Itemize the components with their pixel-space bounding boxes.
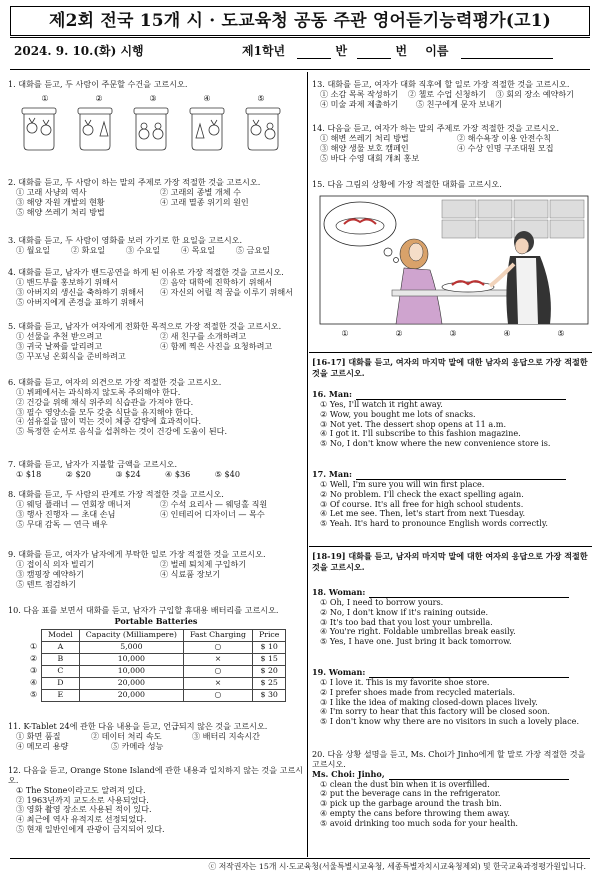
number-blank[interactable]	[357, 47, 391, 59]
table-header: Model	[42, 629, 80, 641]
name-blank[interactable]	[461, 47, 553, 59]
q7-option[interactable]: ⑤ $40	[214, 468, 240, 479]
question-7	[8, 460, 304, 480]
q12-option[interactable]: ③ 영화 촬영 장소로 사용된 적이 있다.	[16, 804, 152, 815]
table-header: Capacity (Milliampere)	[79, 629, 183, 641]
table-row[interactable]	[30, 641, 286, 653]
table-cell: ○	[183, 665, 252, 677]
table-cell: 20,000	[79, 689, 183, 701]
table-cell: 20,000	[79, 677, 183, 689]
q14-option[interactable]: ① 해변 쓰레기 처리 방법	[320, 132, 409, 143]
q1-num[interactable]: ④	[203, 92, 211, 103]
q15-num[interactable]: ④	[503, 327, 511, 338]
q11-option[interactable]: ① 화면 품질	[16, 730, 61, 741]
battery-table	[30, 629, 286, 702]
title-divider	[10, 37, 590, 38]
q9-option[interactable]: ④ 식료품 장보기	[160, 568, 221, 579]
q2-option[interactable]: ① 고래 사냥의 역사	[16, 186, 87, 197]
q6-option[interactable]: ③ 필수 영양소를 모두 갖춘 식단을 유지해야 한다.	[16, 406, 194, 417]
q1-num[interactable]: ①	[41, 92, 49, 103]
q13-option[interactable]: ② 첼로 수업 신청하기	[407, 88, 487, 99]
q18-option[interactable]: ② No, I don't know if it's raining outside.	[320, 606, 489, 617]
table-cell: $ 15	[252, 653, 285, 665]
q14-option[interactable]: ② 해수욕장 이용 안전수칙	[457, 132, 551, 143]
q13-option[interactable]: ⑤ 친구에게 문자 보내기	[416, 98, 503, 109]
name-label: 이름	[425, 44, 449, 58]
q5-option[interactable]: ⑤ 꾸포닝 온회식을 준비하려고	[16, 350, 126, 361]
q4-option[interactable]: ⑤ 아버지에게 존경을 표하기 위해서	[16, 296, 144, 307]
q1-num[interactable]: ②	[95, 92, 103, 103]
q15-num[interactable]: ③	[449, 327, 457, 338]
q16-option[interactable]: ① Yes, I'll watch it right away.	[320, 398, 443, 409]
q3-option[interactable]: ⑤ 금요일	[235, 244, 270, 255]
question-11	[8, 722, 304, 752]
table-cell: B	[42, 653, 80, 665]
q19-option[interactable]: ④ I'm sorry to hear that this factory will be closed soon.	[320, 706, 550, 717]
q3-option[interactable]: ③ 수요일	[125, 244, 161, 255]
q6-option[interactable]: ② 건강을 위해 채식 위주의 식습관을 가져야 한다.	[16, 396, 194, 407]
row-choice[interactable]: ③	[30, 666, 37, 676]
q16-option[interactable]: ② Wow, you bought me lots of snacks.	[320, 408, 476, 419]
row-choice[interactable]: ④	[30, 678, 37, 688]
question-19	[312, 668, 594, 727]
q11-row	[8, 742, 268, 752]
question-1	[8, 80, 304, 155]
q6-stem: 6. 대화를 듣고, 여자의 의견으로 가장 적절한 것을 고르시오.	[8, 377, 222, 387]
question-9	[8, 550, 304, 589]
question-10	[8, 606, 304, 702]
table-cell: $ 10	[252, 641, 285, 653]
number-label: 번	[395, 44, 408, 58]
q3-option[interactable]: ④ 목요일	[180, 244, 216, 255]
table-cell: D	[42, 677, 80, 689]
table-cell: ×	[183, 677, 252, 689]
q14-option[interactable]: ④ 수상 인명 구조대원 모집	[457, 142, 554, 153]
q8-stem: 8. 대화를 듣고, 두 사람의 관계로 가장 적절한 것을 고르시오.	[8, 489, 224, 499]
q19-option[interactable]: ② I prefer shoes made from recycled materials.	[320, 686, 516, 697]
question-8	[8, 490, 304, 529]
q12-option[interactable]: ④ 최근에 역사 유적지로 선정되었다.	[16, 814, 147, 825]
q17-option[interactable]: ⑤ Yeah. It's hard to pronounce English words correctly.	[320, 518, 548, 529]
q18-option[interactable]: ③ It's too bad that you lost your umbrella.	[320, 616, 493, 627]
table-cell: $ 30	[252, 689, 285, 701]
question-16	[312, 390, 594, 449]
q10-table-title: Portable Batteries	[114, 615, 198, 626]
q16-option[interactable]: ⑤ No, I don't know where the new convenience store is.	[320, 438, 551, 449]
question-2	[8, 178, 304, 217]
q1-choices	[18, 94, 288, 104]
q9-option[interactable]: ⑤ 텐트 점검하기	[16, 578, 77, 589]
q15-num[interactable]: ⑤	[557, 327, 565, 338]
q20-option[interactable]: ② put the beverage cans in the refrigerator.	[320, 788, 501, 799]
q18-option[interactable]: ① Oh, I need to borrow yours.	[320, 596, 444, 607]
q10-stem: 10. 다음 표를 보면서 대화를 듣고, 남자가 구입할 휴대용 배터리를 고르시오.	[8, 605, 279, 615]
row-choice[interactable]: ①	[30, 642, 37, 652]
q12-stem: 12. 다음을 듣고, Orange Stone Island에 관한 내용과 일치하지 않는 것을 고르시오.	[8, 765, 304, 785]
q20-option[interactable]: ① clean the dust bin when it is overfilled.	[320, 778, 490, 789]
table-cell: $ 25	[252, 677, 285, 689]
q17-option[interactable]: ④ Let me see. Then, let's start from next Tuesday.	[320, 508, 526, 519]
table-row[interactable]	[30, 653, 286, 665]
q12-option[interactable]: ① The Stone이라고도 알려져 있다.	[16, 784, 146, 795]
q8-option[interactable]: ① 웨딩 플래너 — 연회장 매니저	[16, 498, 132, 509]
q8-option[interactable]: ⑤ 무대 감독 — 연극 배우	[16, 518, 108, 529]
question-13	[312, 80, 594, 110]
q11-option[interactable]: ③ 배터리 지속시간	[192, 730, 260, 741]
q7-option[interactable]: ③ $24	[115, 468, 141, 479]
q13-option[interactable]: ① 소감 목록 작성하기	[320, 88, 399, 99]
question-5	[8, 322, 304, 361]
table-cell: ○	[183, 689, 252, 701]
q4-option[interactable]: ③ 아버지의 생신을 축하하기 위해서	[16, 286, 144, 297]
table-cell: 10,000	[79, 665, 183, 677]
q20-option[interactable]: ④ empty the cans before throwing them away.	[320, 808, 510, 819]
table-header: Fast Charging	[183, 629, 252, 641]
question-4	[8, 268, 304, 307]
q18-option[interactable]: ④ You're right. Foldable umbrellas break easily.	[320, 626, 516, 637]
exam-title: 제2회 전국 15개 시 · 도교육청 공동 주관 영어듣기능력평가(고1)	[10, 6, 590, 36]
question-12	[8, 766, 304, 835]
class-label: 반	[335, 44, 348, 58]
q5-option[interactable]: ① 선물을 추천 받으려고	[16, 330, 103, 341]
q19-option[interactable]: ① I love it. This is my favorite shoe store.	[320, 676, 490, 687]
q5-stem: 5. 대화를 듣고, 남자가 여자에게 전화한 목적으로 가장 적절한 것을 고르시오.	[8, 321, 282, 331]
q9-option[interactable]: ③ 캠핑장 예약하기	[16, 568, 84, 579]
class-blank[interactable]	[297, 47, 331, 59]
table-row[interactable]	[30, 677, 286, 689]
q13-option[interactable]: ④ 미술 과제 제출하기	[320, 98, 399, 109]
q3-option[interactable]: ② 화요일	[70, 244, 106, 255]
q7-option[interactable]: ② $20	[65, 468, 91, 479]
q2-option[interactable]: ④ 고래 멸종 위기의 원인	[160, 196, 249, 207]
q4-option[interactable]: ① 밴드부를 홍보하기 위해서	[16, 276, 118, 287]
q20-speaker: Ms. Choi: Jinho,	[312, 770, 594, 780]
row-choice[interactable]: ⑤	[30, 690, 37, 700]
q7-option[interactable]: ① $18	[16, 468, 42, 479]
q6-option[interactable]: ① 뷔페에서는 과식하지 않도록 주의해야 한다.	[16, 386, 181, 397]
q13-stem: 13. 대화를 듣고, 여자가 대화 직후에 할 일로 가장 적절한 것을 고르시오.	[312, 79, 570, 89]
q3-row	[8, 246, 278, 256]
table-cell: E	[42, 689, 80, 701]
q19-stem: 19. Woman:	[312, 668, 594, 678]
q13-option[interactable]: ③ 회의 장소 예약하기	[495, 88, 574, 99]
q15-stem: 15. 다음 그림의 상황에 가장 적절한 대화를 고르시오.	[312, 179, 502, 189]
q1-num[interactable]: ⑤	[257, 92, 265, 103]
q16-stem: 16. Man:	[312, 390, 594, 400]
q16-option[interactable]: ④ I got it. I'll subscribe to this fashion magazine.	[320, 428, 521, 439]
q12-option[interactable]: ② 1963년까지 교도소로 사용되었다.	[16, 794, 149, 805]
q12-option[interactable]: ⑤ 현재 일반인에게 관광이 금지되어 있다.	[16, 824, 165, 835]
q18-option[interactable]: ⑤ Yes, I have one. Just bring it back tomorrow.	[320, 636, 512, 647]
q6-option[interactable]: ⑤ 특정한 순서로 음식을 섭취하는 것이 건강에 도움이 된다.	[16, 426, 228, 437]
grade-label: 제1학년	[242, 44, 286, 58]
restaurant-illustration	[318, 194, 590, 326]
student-info	[242, 44, 553, 59]
question-6	[8, 378, 304, 437]
section-divider	[309, 546, 592, 547]
question-18	[312, 588, 594, 647]
q1-num[interactable]: ③	[149, 92, 157, 103]
q20-option[interactable]: ③ pick up the garbage around the trash bin.	[320, 798, 502, 809]
header-divider	[10, 69, 590, 70]
q20-option[interactable]: ⑤ avoid drinking too much soda for your health.	[320, 818, 519, 829]
copyright-footer: ⓒ 저작권자는 15개 시·도교육청(서울특별시교육청, 세종특별자치시교육청제외) 및 한국교육과정평가원입니다.	[208, 862, 586, 871]
table-cell: $ 20	[252, 665, 285, 677]
q5-option[interactable]: ② 새 친구를 소개하려고	[160, 330, 247, 341]
column-divider	[307, 72, 308, 857]
question-17	[312, 470, 594, 529]
q15-choices	[318, 329, 588, 339]
q9-option[interactable]: ① 접이식 의자 빌리기	[16, 558, 95, 569]
question-14	[312, 124, 594, 163]
question-20	[312, 750, 594, 829]
q9-stem: 9. 대화를 듣고, 여자가 남자에게 부탁한 일로 가장 적절한 것을 고르시오.	[8, 549, 266, 559]
q17-option[interactable]: ③ Of course. It's all free for high school students.	[320, 498, 524, 509]
q9-option[interactable]: ② 벌레 퇴치제 구입하기	[160, 558, 247, 569]
q3-stem: 3. 대화를 듣고, 두 사람이 영화를 보러 가기로 한 요일을 고르시오.	[8, 235, 243, 245]
q7-stem: 7. 대화를 듣고, 남자가 지불할 금액을 고르시오.	[8, 459, 178, 469]
q1-stem: 1. 대화를 듣고, 두 사람이 주문할 수건을 고르시오.	[8, 79, 188, 89]
section-18-19: [18-19] 대화를 듣고, 남자의 마지막 말에 대한 여자의 응답으로 가장 적절한 것을 고르시오.	[312, 551, 588, 572]
q2-option[interactable]: ⑤ 해양 쓰레기 처리 방법	[16, 206, 105, 217]
exam-date: 2024. 9. 10.(화) 시행	[14, 44, 144, 58]
q2-stem: 2. 대화를 듣고, 두 사람이 하는 말의 주제로 가장 적절한 것을 고르시오.	[8, 177, 261, 187]
table-cell: 10,000	[79, 653, 183, 665]
table-cell: C	[42, 665, 80, 677]
q14-option[interactable]: ③ 해양 생물 보호 캠페인	[320, 142, 409, 153]
q17-option[interactable]: ② No problem. I'll check the exact spelling again.	[320, 488, 524, 499]
question-15	[312, 180, 594, 339]
footer-divider	[10, 858, 590, 859]
table-cell: ○	[183, 641, 252, 653]
q13-row	[312, 100, 594, 110]
table-header: Price	[252, 629, 285, 641]
q6-option[interactable]: ④ 섬유질을 많이 먹는 것이 체중 감량에 효과적이다.	[16, 416, 202, 427]
q17-stem: 17. Man:	[312, 470, 594, 480]
table-cell: ×	[183, 653, 252, 665]
q3-option[interactable]: ① 월요일	[16, 244, 51, 255]
q18-stem: 18. Woman:	[312, 588, 594, 598]
q14-stem: 14. 다음을 듣고, 여자가 하는 말의 주제로 가장 적절한 것을 고르시오.	[312, 123, 560, 133]
exam-header	[0, 0, 600, 70]
q11-option[interactable]: ⑤ 카메라 성능	[111, 740, 164, 751]
q15-num[interactable]: ①	[341, 327, 349, 338]
q2-option[interactable]: ③ 해양 자원 개발의 현황	[16, 196, 105, 207]
question-3	[8, 236, 304, 256]
table-cell: A	[42, 641, 80, 653]
table-cell: 5,000	[79, 641, 183, 653]
q5-option[interactable]: ③ 귀국 날짜를 알리려고	[16, 340, 103, 351]
q17-option[interactable]: ① Well, I'm sure you will win first place.	[320, 478, 485, 489]
q16-option[interactable]: ③ Not yet. The dessert shop opens at 11 a.m.	[320, 418, 507, 429]
q7-option[interactable]: ④ $36	[165, 468, 191, 479]
q19-option[interactable]: ⑤ I don't know why there are no visitors in such a lovely place.	[320, 716, 580, 727]
q14-option[interactable]: ⑤ 바다 수영 대회 개최 홍보	[320, 152, 420, 163]
q15-num[interactable]: ②	[395, 327, 403, 338]
q8-option[interactable]: ③ 행사 진행자 — 초대 손님	[16, 508, 116, 519]
q4-option[interactable]: ② 음악 대학에 진학하기 위해서	[160, 276, 273, 287]
q5-option[interactable]: ④ 함께 찍은 사진을 요청하려고	[160, 340, 273, 351]
row-choice[interactable]: ②	[30, 654, 37, 664]
q2-option[interactable]: ② 고래의 종별 개체 수	[160, 186, 241, 197]
exam-info	[14, 44, 590, 60]
section-divider	[309, 352, 592, 353]
q11-option[interactable]: ② 데이터 처리 속도	[90, 730, 162, 741]
q19-option[interactable]: ③ I like the idea of making closed-down places lively.	[320, 696, 538, 707]
section-16-17: [16-17] 대화를 듣고, 여자의 마지막 말에 대한 남자의 응답으로 가장 적절한 것을 고르시오.	[312, 357, 588, 378]
q4-stem: 4. 대화를 듣고, 남자가 밴드공연을 하게 된 이유로 가장 적절한 것을 고르시오.	[8, 267, 284, 277]
towel-jars-image	[8, 106, 298, 152]
table-header-row	[30, 629, 286, 641]
table-row[interactable]	[30, 689, 286, 701]
q11-option[interactable]: ④ 메모리 용량	[16, 740, 69, 751]
q8-option[interactable]: ② 수석 요리사 — 웨딩홀 직원	[160, 498, 268, 509]
q7-row	[8, 470, 248, 480]
q11-stem: 11. K-Tablet 24에 관한 다음 내용을 듣고, 언급되지 않은 것을 고르시오.	[8, 721, 268, 731]
q8-option[interactable]: ④ 인테리어 디자이너 — 목수	[160, 508, 265, 519]
table-row[interactable]	[30, 665, 286, 677]
q4-option[interactable]: ④ 자신의 어릴 적 꿈을 이루기 위해서	[160, 286, 293, 297]
q20-stem: 20. 다음 상황 설명을 듣고, Ms. Choi가 Jinho에게 할 말로 가장 적절한 것을 고르시오.	[312, 749, 586, 769]
